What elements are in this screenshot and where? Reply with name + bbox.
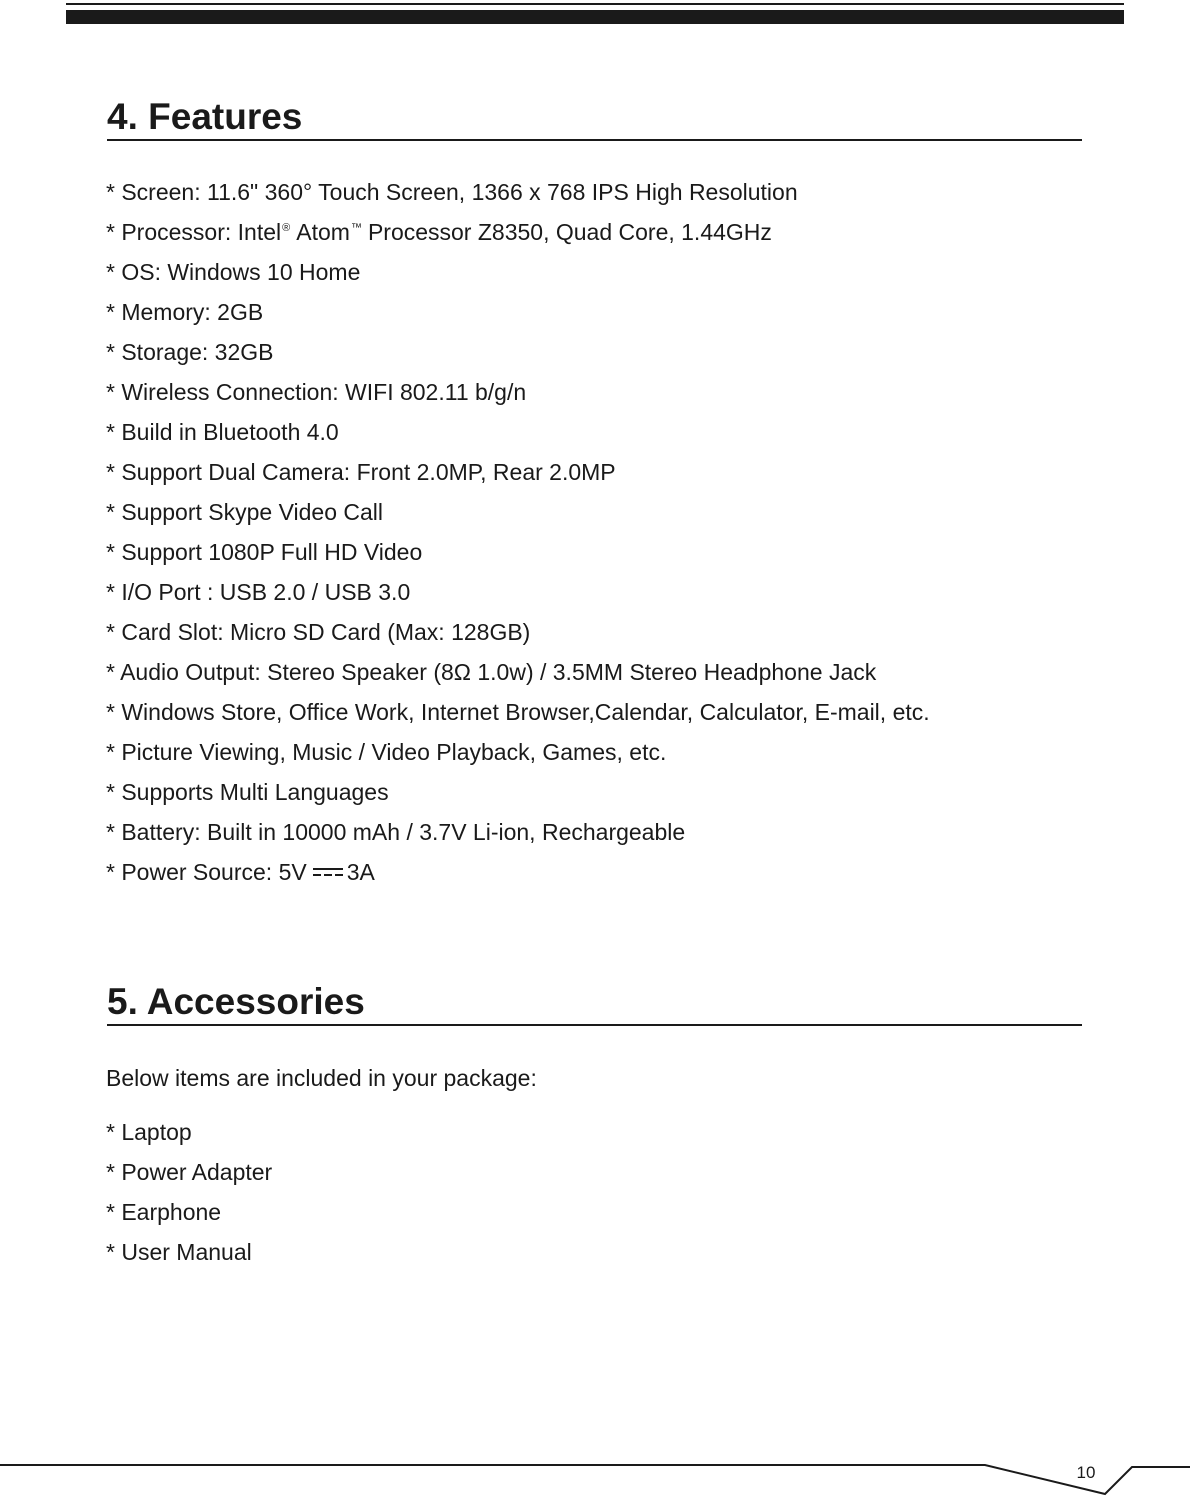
- list-item: * Support Dual Camera: Front 2.0MP, Rear 2.0MP: [106, 459, 616, 485]
- features-heading: 4. Features: [107, 95, 1082, 141]
- accessories-heading: 5. Accessories: [107, 980, 1082, 1026]
- list-item: * Memory: 2GB: [106, 299, 264, 325]
- header-thin-rule: [66, 3, 1124, 5]
- list-item: * Laptop: [106, 1119, 192, 1145]
- list-item: * Supports Multi Languages: [106, 779, 389, 805]
- list-item: * Earphone: [106, 1199, 222, 1225]
- header-bar: [66, 0, 1124, 24]
- dc-current-icon: [313, 867, 343, 877]
- power-source-label: * Power Source: 5V: [106, 859, 307, 885]
- list-item: * OS: Windows 10 Home: [106, 259, 361, 285]
- list-item: * I/O Port : USB 2.0 / USB 3.0: [106, 579, 411, 605]
- list-item: * Power Adapter: [106, 1159, 273, 1185]
- page-number: 10: [1076, 1463, 1096, 1482]
- processor-details: Processor Z8350, Quad Core, 1.44GHz: [367, 219, 772, 245]
- processor-label: * Processor: Intel: [106, 219, 282, 245]
- trademark-mark: ™: [350, 222, 362, 234]
- list-item: * Picture Viewing, Music / Video Playback, Games, etc.: [106, 739, 667, 765]
- list-item: * Storage: 32GB: [106, 339, 274, 365]
- registered-mark: ®: [282, 222, 291, 234]
- list-item: * Windows Store, Office Work, Internet Browser,Calendar, Calculator, E-mail, etc.: [106, 699, 930, 725]
- list-item: * Audio Output: Stereo Speaker (8Ω 1.0w) / 3.5MM Stereo Headphone Jack: [106, 659, 877, 685]
- list-item: * Battery: Built in 10000 mAh / 3.7V Li-ion, Rechargeable: [106, 819, 686, 845]
- list-item: * Card Slot: Micro SD Card (Max: 128GB): [106, 619, 531, 645]
- accessories-list: [106, 1112, 272, 1272]
- atom-label: Atom: [296, 219, 350, 245]
- features-list: [106, 172, 930, 892]
- list-item: * Screen: 11.6" 360° Touch Screen, 1366 x 768 IPS High Resolution: [106, 179, 798, 205]
- list-item: [106, 852, 930, 892]
- footer-rule: [0, 1456, 1190, 1497]
- list-item: * Support Skype Video Call: [106, 499, 384, 525]
- accessories-intro: Below items are included in your package:: [106, 1065, 537, 1091]
- power-current-value: 3A: [346, 859, 375, 885]
- list-item: * User Manual: [106, 1239, 252, 1265]
- list-item: * Build in Bluetooth 4.0: [106, 419, 339, 445]
- list-item: * Wireless Connection: WIFI 802.11 b/g/n: [106, 379, 527, 405]
- list-item: * Support 1080P Full HD Video: [106, 539, 423, 565]
- list-item: [106, 212, 930, 252]
- header-thick-rule: [66, 10, 1124, 24]
